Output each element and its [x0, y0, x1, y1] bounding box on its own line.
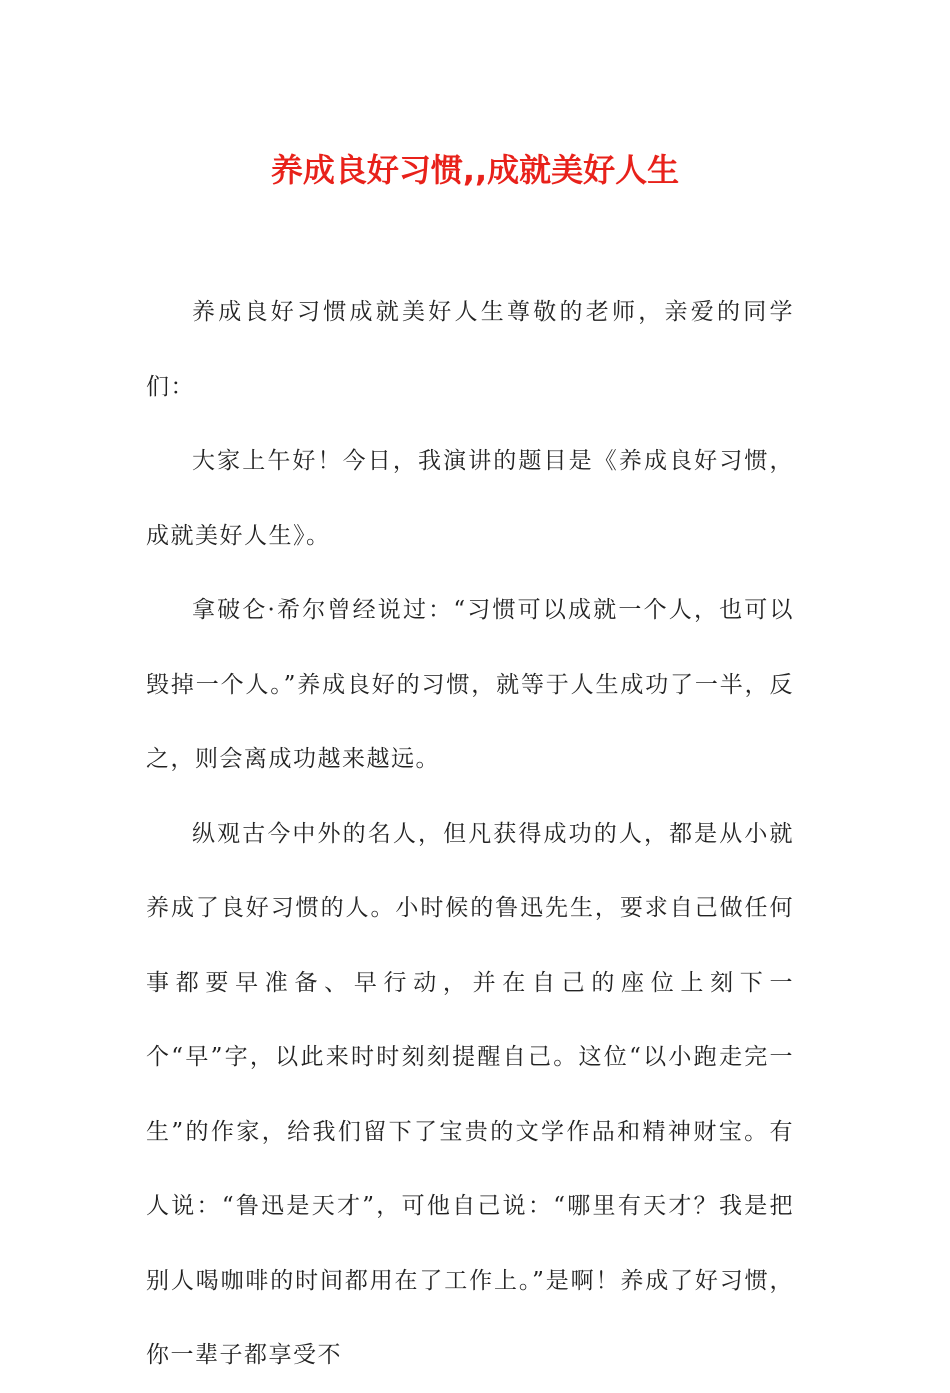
document-title: 养成良好习惯,,成就美好人生 [270, 151, 680, 189]
paragraph-example: 纵观古今中外的名人，但凡获得成功的人，都是从小就养成了良好习惯的人。小时候的鲁迅先生，要求自己做任何事都要早准备、早行动，并在自己的座位上刻下一个“早”字，以此来时时刻刻提醒自己。这位“以小跑走完一生”的作家，给我们留下了宝贵的文学作品和精神财宝。有人说：“鲁迅是天才”，可他自己说：“哪里有天才？我是把别人喝咖啡的时间都用在了工作上。”是啊！养成了好习惯，你一辈子都享受不 [146, 820, 794, 1368]
document-body [146, 275, 794, 1393]
paragraph-quote: 拿破仑·希尔曾经说过：“习惯可以成就一个人，也可以毁掉一个人。”养成良好的习惯，就等于人生成功了一半，反之，则会离成功越来越远。 [146, 597, 794, 772]
paragraph-topic: 大家上午好！今日，我演讲的题目是《养成良好习惯，成就美好人生》。 [146, 448, 794, 549]
paragraph-greeting: 养成良好习惯成就美好人生尊敬的老师，亲爱的同学们： [146, 299, 794, 400]
